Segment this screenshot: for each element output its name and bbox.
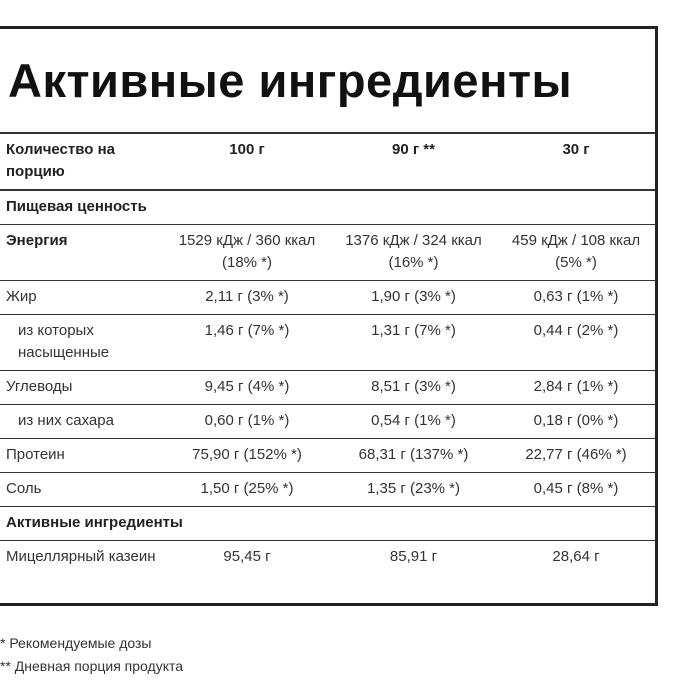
cell-value-30g: 0,44 г (2% *) [497, 315, 655, 371]
table-row-protein [0, 439, 655, 473]
nutrition-table-card [0, 26, 658, 606]
cell-value-30g: 2,84 г (1% *) [497, 371, 655, 405]
cell-value-30g: 0,18 г (0% *) [497, 405, 655, 439]
cell-value-100g: 75,90 г (152% *) [164, 439, 330, 473]
cell-value-90g: 1376 кДж / 324 ккал (16% *) [330, 225, 497, 281]
section-row-active [0, 507, 655, 541]
row-label: Жир [0, 281, 164, 315]
column-header-30g: 30 г [497, 134, 655, 190]
nutrition-table [0, 134, 655, 574]
table-row-sugars [0, 405, 655, 439]
row-label: Энергия [0, 225, 164, 281]
row-label: Протеин [0, 439, 164, 473]
row-label: Мицеллярный казеин [6, 548, 156, 565]
cell-value-100g: 2,11 г (3% *) [164, 281, 330, 315]
cell-value-30g: 28,64 г [552, 548, 600, 565]
cell-value-100g: 1529 кДж / 360 ккал (18% *) [164, 225, 330, 281]
row-label: из которых насыщенные [0, 315, 164, 371]
section-row-nutrition [0, 190, 655, 225]
cell-value-100g: 95,45 г [223, 548, 271, 565]
footnotes [0, 632, 183, 678]
cell-value-90g: 8,51 г (3% *) [330, 371, 497, 405]
row-label: Углеводы [0, 371, 164, 405]
table-row-fat [0, 281, 655, 315]
cell-value-100g: 1,46 г (7% *) [164, 315, 330, 371]
cell-value-100g: 1,50 г (25% *) [164, 473, 330, 507]
serving-size-label: Количество на порцию [0, 134, 164, 190]
cell-value-30g: 0,45 г (8% *) [497, 473, 655, 507]
table-row-saturated [0, 315, 655, 371]
cell-value-90g: 1,31 г (7% *) [330, 315, 497, 371]
cell-value-90g: 0,54 г (1% *) [330, 405, 497, 439]
row-label: из них сахара [0, 405, 164, 439]
section-title-nutrition: Пищевая ценность [0, 190, 655, 225]
table-row-casein [0, 541, 655, 575]
column-header-100g: 100 г [164, 134, 330, 190]
column-header-90g: 90 г ** [330, 134, 497, 190]
row-label: Соль [0, 473, 164, 507]
cell-value-30g: 459 кДж / 108 ккал (5% *) [497, 225, 655, 281]
table-header-row [0, 134, 655, 190]
table-row-salt [0, 473, 655, 507]
section-title-active: Активные ингредиенты [0, 507, 655, 541]
cell-value-90g: 68,31 г (137% *) [330, 439, 497, 473]
page-title: Активные ингредиенты [0, 29, 655, 134]
cell-value-90g: 1,35 г (23% *) [330, 473, 497, 507]
cell-value-100g: 9,45 г (4% *) [164, 371, 330, 405]
table-row-carbs [0, 371, 655, 405]
cell-value-30g: 0,63 г (1% *) [497, 281, 655, 315]
footnote-recommended: * Рекомендуемые дозы [0, 635, 152, 651]
cell-value-90g: 85,91 г [389, 548, 438, 565]
table-row-energy [0, 225, 655, 281]
cell-value-100g: 0,60 г (1% *) [164, 405, 330, 439]
footnote-daily-serving: ** Дневная порция продукта [0, 658, 184, 674]
cell-value-30g: 22,77 г (46% *) [497, 439, 655, 473]
cell-value-90g: 1,90 г (3% *) [330, 281, 497, 315]
